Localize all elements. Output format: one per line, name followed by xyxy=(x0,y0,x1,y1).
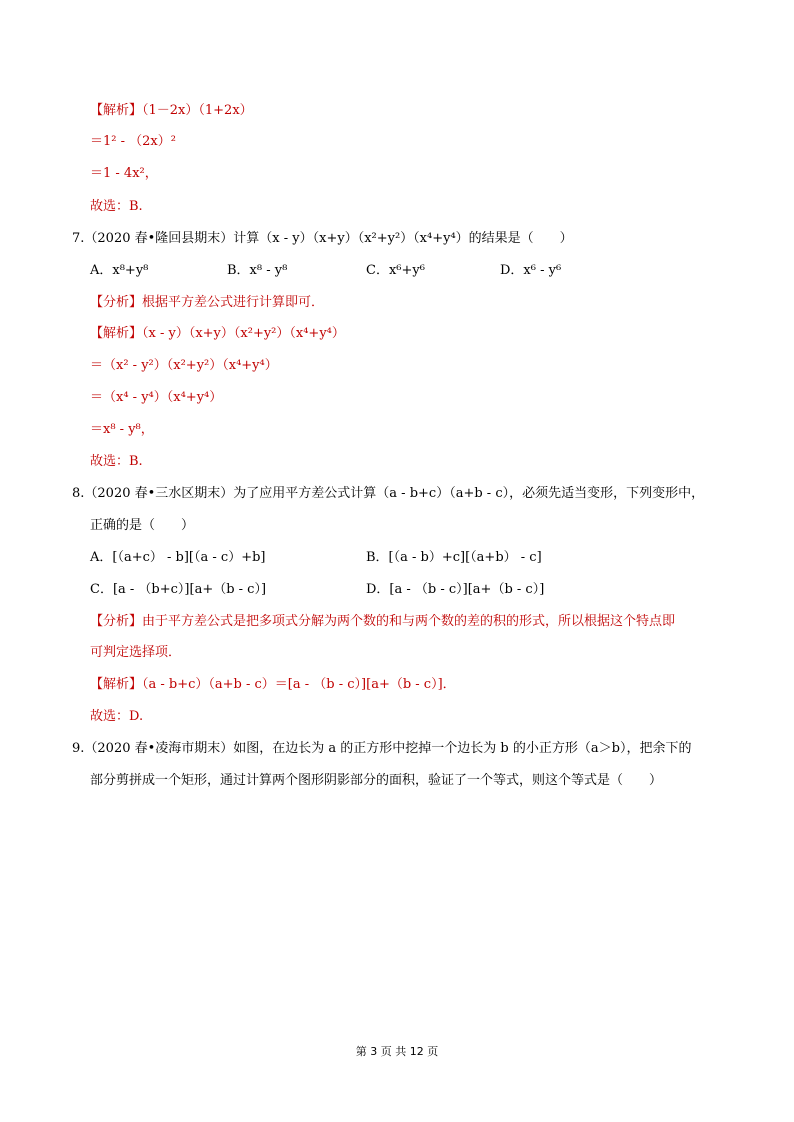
q9-stem-line-1: 9.（2020 春•凌海市期末）如图，在边长为 a 的正方形中挖掉一个边长为 b 的小正方形（a＞b），把余下的 xyxy=(72,741,692,756)
page-footer: 第 3 页 共 12 页 xyxy=(355,1045,439,1058)
q8-option-b: B．[（a - b）+c][（a+b） - c] xyxy=(366,550,542,565)
q7-step-2: ＝（x⁴ - y⁴）（x⁴+y⁴） xyxy=(90,390,223,405)
prev-step-2: ＝1 - 4x²， xyxy=(90,166,158,181)
q8-solution: 【解析】（a - b+c）（a+b - c）＝[a - （b - c）][a+（b - c）]． xyxy=(90,677,456,692)
analysis-label: 【解析】 xyxy=(90,103,143,118)
q8-option-c: C．[a - （b+c）][a+（b - c）] xyxy=(90,582,267,597)
q8-answer: 故选：D. xyxy=(90,709,144,724)
q7-option-d: D．x⁶ - y⁶ xyxy=(500,263,562,278)
q7-answer: 故选：B. xyxy=(90,454,143,469)
q8-analysis-line-2: 可判定选择项． xyxy=(90,645,182,660)
q8-option-d: D．[a - （b - c）][a+（b - c）] xyxy=(366,582,545,597)
q7-option-c: C．x⁶+y⁶ xyxy=(366,263,425,278)
q7-step-1: ＝（x² - y²）（x²+y²）（x⁴+y⁴） xyxy=(90,358,278,373)
prev-answer: 故选：B. xyxy=(90,199,143,214)
q7-analysis: 【分析】根据平方差公式进行计算即可． xyxy=(90,295,325,310)
q8-stem-line-1: 8.（2020 春•三水区期末）为了应用平方差公式计算（a - b+c）（a+b - c），必须先适当变形，下列变形中， xyxy=(72,486,705,501)
prev-step-1: ＝1² - （2x）² xyxy=(90,134,176,149)
prev-analysis xyxy=(90,103,253,119)
q7-option-b: B．x⁸ - y⁸ xyxy=(227,263,288,278)
q7-stem: 7.（2020 春•隆回县期末）计算（x - y）（x+y）（x²+y²）（x⁴+y⁴）的结果是（ ） xyxy=(72,231,573,246)
q8-stem-line-2: 正确的是（ ） xyxy=(90,518,195,533)
analysis-expression: （1－2x）（1+2x） xyxy=(142,103,253,118)
q7-option-a: A．x⁸+y⁸ xyxy=(90,263,149,278)
q8-option-a: A．[（a+c） - b][（a - c）+b] xyxy=(90,550,266,565)
q8-analysis-line-1: 【分析】由于平方差公式是把多项式分解为两个数的和与两个数的差的积的形式，所以根据这个特点即 xyxy=(90,614,676,629)
q7-solution: 【解析】（x - y）（x+y）（x²+y²）（x⁴+y⁴） xyxy=(90,326,345,341)
q9-stem-line-2: 部分剪拼成一个矩形，通过计算两个图形阴影部分的面积，验证了一个等式，则这个等式是（ ） xyxy=(90,773,663,788)
q7-step-3: ＝x⁸ - y⁸， xyxy=(90,422,154,437)
